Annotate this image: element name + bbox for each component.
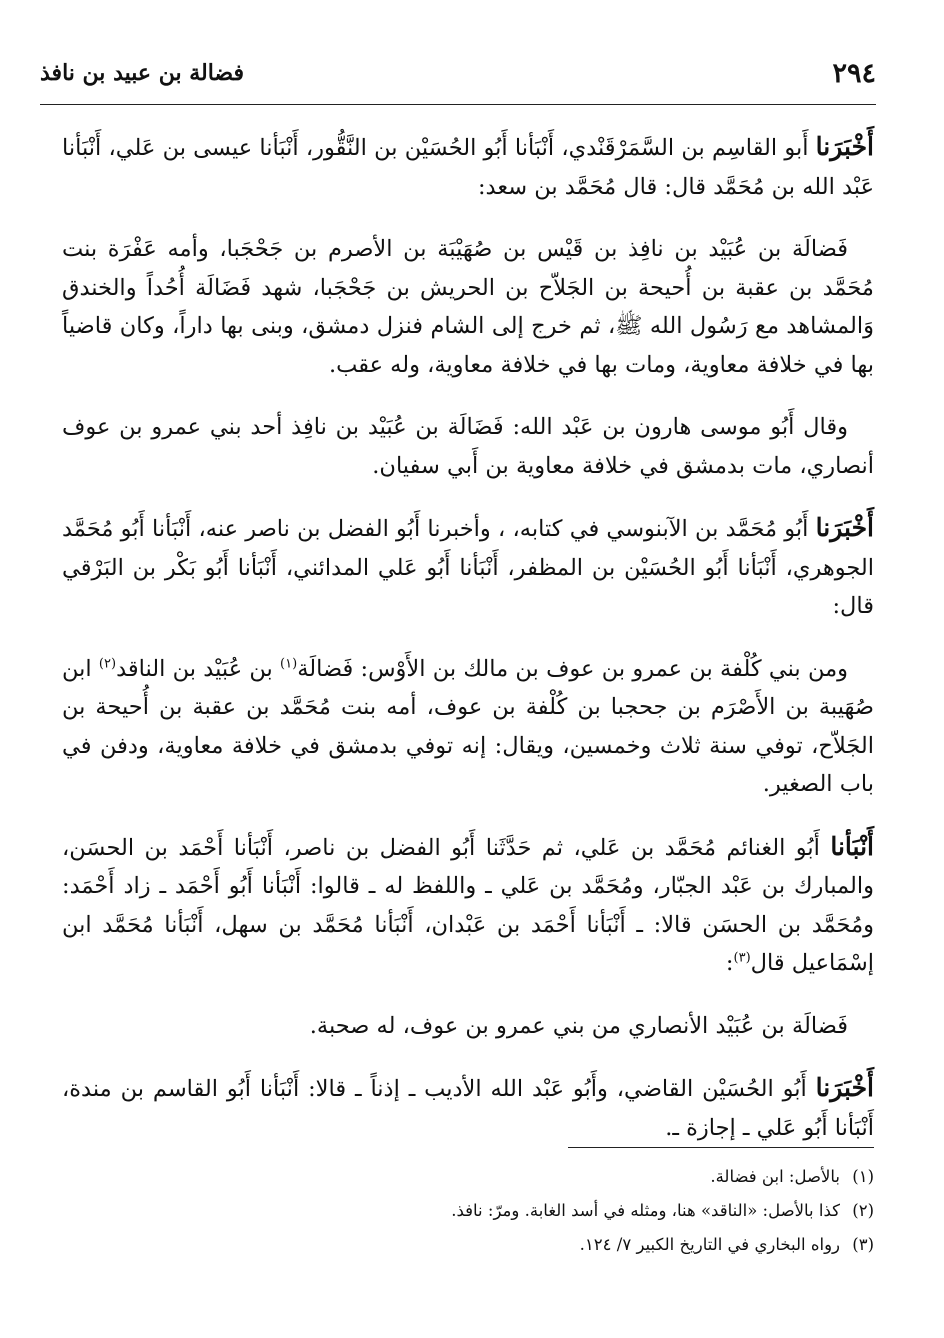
page-header (40, 52, 876, 98)
footnote-3 (62, 1228, 874, 1262)
footnote-number: (٣) (852, 1235, 874, 1254)
footnote-number: (٢) (852, 1201, 874, 1220)
paragraph-text: : (725, 950, 734, 976)
paragraph-lineage (62, 650, 874, 804)
paragraph-text: فَضالَة بن عُبَيْد بن نافِذ بن قَيْس بن صُهَيْبَة بن الأصرم بن جَحْجَبا، وأمه عَفْرَة بنت مُحَمَّد بن عقبة بن أُحيحة بن الجَلاّح بن الحريش بن جَحْجَبا، شهد فَضَالَة أُحُداً والخندق وَالمشاهد مع رَسُول الله ﷺ، ثم خرج إلى الشام فنزل دمشق، وبنى بها داراً، وكان قاضياً بها في خلافة معاوية، ومات بها في خلافة معاوية، وله عقب. (62, 236, 874, 378)
paragraph-isnad-3 (62, 828, 874, 983)
footnote-text: رواه البخاري في التاريخ الكبير ٧/ ١٢٤. (579, 1235, 840, 1254)
paragraph-text: أَبُو الحُسَيْن القاضي، وأَبُو عَبْد الله الأديب ـ إذناً ـ قالا: أَنْبَأنا أَبُو القاسم بن مندة، أَنْبَأنا أَبُو عَلي ـ إجازة ـ. (62, 1076, 874, 1141)
footnote-ref-2[interactable]: (٢) (98, 656, 117, 671)
paragraph-text: وقال أَبُو موسى هارون بن عَبْد الله: فَضَالَة بن عُبَيْد بن نافِذ أحد بني عمرو بن عوف أنصاري، مات بدمشق في خلافة معاوية بن أَبي سفيان. (62, 414, 874, 479)
footnote-ref-1[interactable]: (١) (280, 656, 298, 671)
paragraph-quote-abu-musa (62, 408, 874, 485)
footnote-text: بالأصل: ابن فضالة. (710, 1167, 840, 1186)
footnote-1 (62, 1160, 874, 1194)
main-text (62, 128, 874, 1171)
footnotes (62, 1160, 874, 1262)
paragraph-text: أَبُو الغنائم مُحَمَّد بن عَلي، ثم حَدَّثَنا أَبُو الفضل بن ناصر، أَنْبَأنا أَحْمَد بن الحسَن، والمبارك بن عَبْد الجبّار، ومُحَمَّد بن عَلي ـ واللفظ له ـ قالوا: أَنْبَأنا أَبُو أَحْمَد ـ زاد أَحْمَد: ومُحَمَّد بن الحسَن قالا: ـ أَنْبَأنا أَحْمَد بن عَبْدان، أَنْبَأنا مُحَمَّد بن سهل، أَنْبَأنا مُحَمَّد ابن إسْمَاعيل قال (62, 834, 875, 976)
page-number: ٢٩٤ (832, 58, 876, 89)
paragraph-text: بن عُبَيْد بن الناقد (116, 655, 281, 682)
paragraph-biography (62, 230, 874, 384)
paragraph-lead-word: أَخْبَرَنا (815, 513, 874, 542)
paragraph-companion-note (62, 1007, 874, 1046)
footnote-number: (١) (852, 1167, 874, 1186)
paragraph-lead-word: أَخْبَرَنا (815, 1073, 874, 1102)
paragraph-isnad-4 (62, 1069, 874, 1147)
paragraph-text: ابن صُهَيبة بن الأَصْرَم بن جحجبا بن كُلْفة بن عوف، أمه بنت مُحَمَّد بن عقبة بن أُحيحة بن الجَلاّح، توفي سنة ثلاث وخمسين، ويقال: إنه توفي بدمشق في خلافة معاوية، ودفن في باب الصغير. (62, 655, 874, 797)
header-divider (40, 104, 876, 105)
footnote-text: كذا بالأصل: «الناقد» هنا، ومثله في أسد الغابة. ومرّ: نافذ. (451, 1201, 840, 1220)
footnote-divider (568, 1147, 874, 1148)
footnote-ref-3[interactable]: (٣) (733, 950, 751, 966)
paragraph-text: أَبُو مُحَمَّد بن الآبنوسي في كتابه، ، وأخبرنا أَبُو الفضل بن ناصر عنه، أَنْبَأنا أَبُو مُحَمَّد الجوهري، أَنْبَأنا أَبُو الحُسَيْن بن المظفر، أَنْبَأنا أَبُو عَلي المدائني، أَنْبَأنا أَبُو بَكْر بن البَرْقي قال: (62, 516, 874, 619)
footnote-2 (62, 1194, 874, 1228)
running-title: فضالة بن عبيد بن نافذ (40, 60, 245, 86)
paragraph-text: فَضالَة بن عُبَيْد الأنصاري من بني عمرو بن عوف، له صحبة. (309, 1012, 848, 1039)
paragraph-isnad-2 (62, 509, 874, 626)
paragraph-text: ومن بني كُلْفة بن عمرو بن عوف بن مالك بن الأَوْس: فَضالَة (297, 655, 848, 682)
paragraph-text: أَبو القاسِم بن السَّمَرْقَنْدي، أَنْبَأنا أَبُو الحُسَيْن بن النَّقُّور، أَنْبَأنا عيسى بن عَلي، أَنْبَأنا عَبْد الله بن مُحَمَّد قال: قال مُحَمَّد بن سعد: (62, 135, 874, 200)
paragraph-isnad-1 (62, 128, 874, 206)
paragraph-lead-word: أَخْبَرَنا (815, 132, 874, 161)
paragraph-lead-word: أَنْبَأنا (830, 831, 874, 861)
